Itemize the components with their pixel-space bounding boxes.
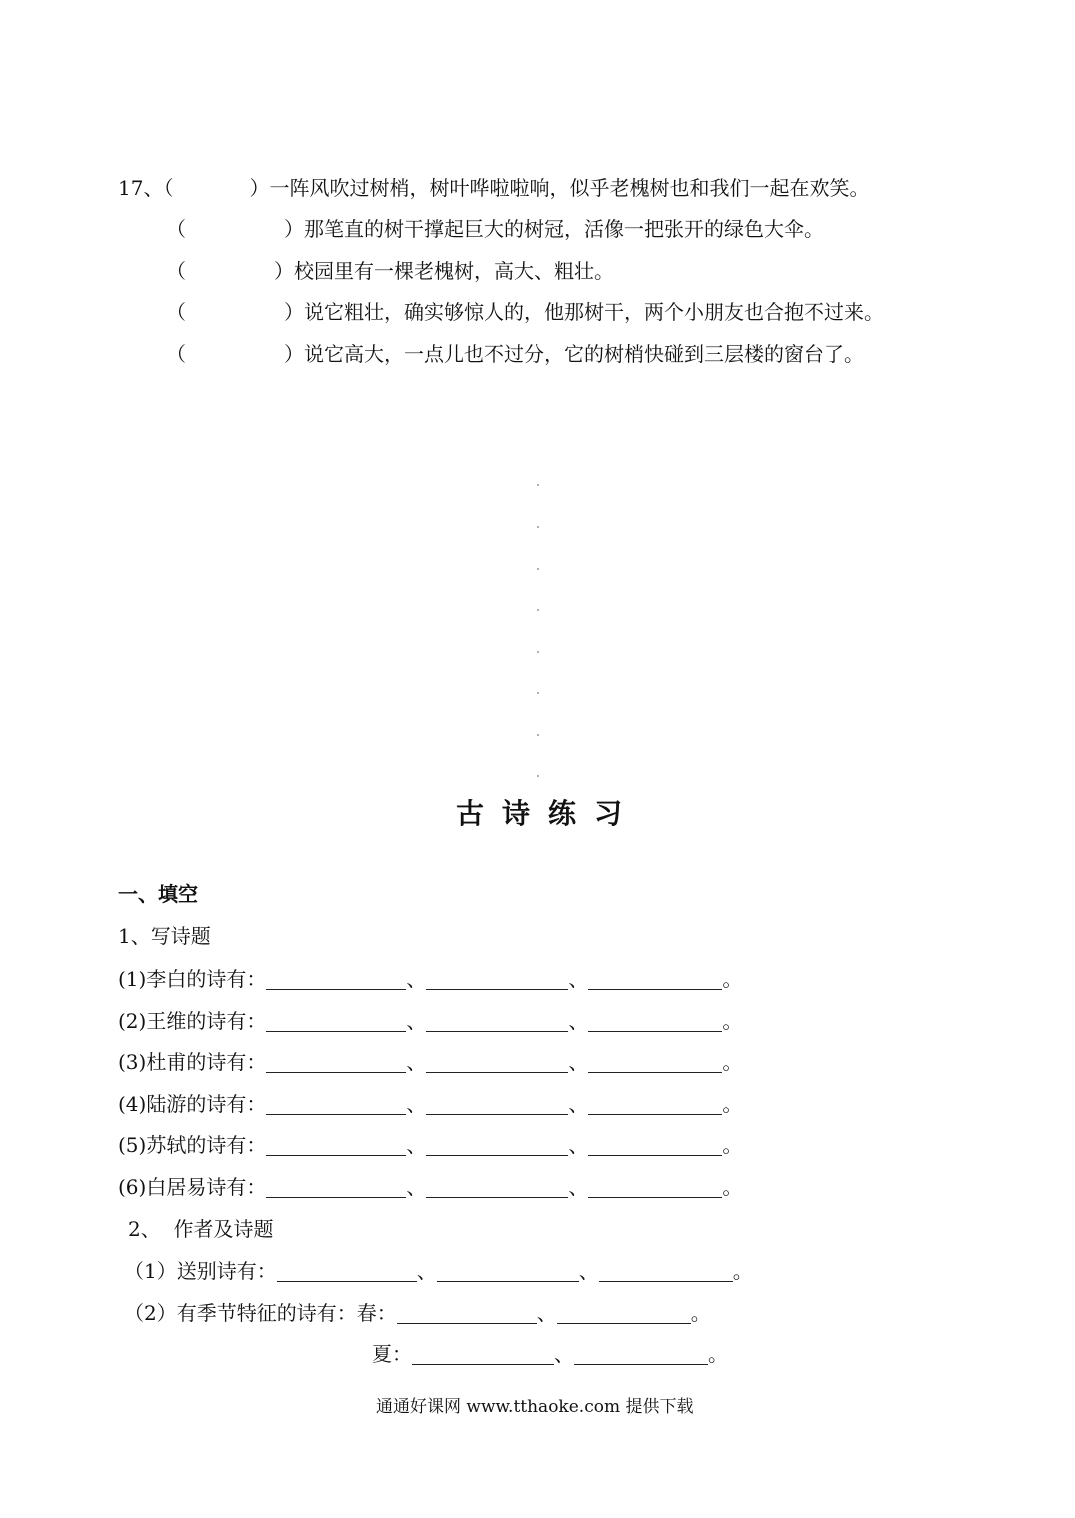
paren-close: ） — [284, 342, 304, 366]
farewell-label: （1）送别诗有： — [124, 1259, 277, 1283]
answer-blank[interactable] — [426, 1052, 568, 1073]
paren-close: ） — [284, 300, 304, 324]
answer-blank[interactable] — [266, 1094, 406, 1115]
separator: 、 — [406, 1133, 427, 1157]
answer-blank[interactable] — [266, 969, 406, 990]
poet-row — [118, 966, 742, 992]
part-heading: 一、填空 — [118, 882, 198, 906]
season-row — [124, 1300, 711, 1326]
poet-label: (2)王维的诗有： — [118, 1009, 267, 1033]
sentence-text: 校园里有一棵老槐树，高大、粗壮。 — [294, 259, 614, 283]
sentence-text: 说它粗壮，确实够惊人的，他那树干，两个小朋友也合抱不过来。 — [304, 300, 884, 324]
separator: 、 — [568, 1050, 589, 1074]
separator: 、 — [406, 1092, 427, 1116]
period: 。 — [732, 1259, 753, 1283]
separator: 、 — [554, 1342, 574, 1366]
q17-line-5 — [166, 341, 864, 367]
divider-dot — [537, 526, 539, 528]
answer-blank[interactable] — [266, 1177, 406, 1198]
separator: 、 — [536, 1301, 557, 1325]
q17-line-3 — [166, 258, 614, 284]
poet-row — [118, 1174, 742, 1200]
period: 。 — [722, 1133, 743, 1157]
separator: 、 — [578, 1259, 599, 1283]
poet-row — [118, 1091, 742, 1117]
summer-row — [372, 1341, 728, 1367]
section-title: 古诗练习 — [456, 797, 641, 830]
answer-blank[interactable] — [426, 969, 568, 990]
sentence-text: 一阵风吹过树梢，树叶哗啦啦响，似乎老槐树也和我们一起在欢笑。 — [269, 176, 870, 200]
poet-label: (3)杜甫的诗有： — [118, 1050, 267, 1074]
answer-blank[interactable] — [588, 969, 722, 990]
paren-open: （ — [163, 176, 174, 200]
separator: 、 — [568, 1092, 589, 1116]
answer-blank[interactable] — [266, 1135, 406, 1156]
period: 。 — [722, 1175, 743, 1199]
poet-row — [118, 1132, 742, 1158]
answer-blank[interactable] — [266, 1052, 406, 1073]
paren-close: ） — [284, 217, 304, 241]
paren-close: ） — [274, 259, 294, 283]
period: 。 — [722, 967, 743, 991]
divider-dot — [537, 568, 539, 570]
divider-dot — [537, 775, 539, 777]
farewell-row — [124, 1258, 753, 1284]
answer-blank[interactable] — [397, 1303, 537, 1324]
answer-blank[interactable] — [588, 1177, 722, 1198]
period: 。 — [708, 1342, 728, 1366]
answer-blank[interactable] — [437, 1261, 579, 1282]
q17-number: 17、 — [118, 176, 164, 200]
answer-blank[interactable] — [588, 1135, 722, 1156]
separator: 、 — [406, 1175, 427, 1199]
period: 。 — [722, 1092, 743, 1116]
separator: 、 — [406, 1009, 427, 1033]
period: 。 — [690, 1301, 711, 1325]
poet-row — [118, 1008, 742, 1034]
summer-label: 夏： — [372, 1342, 412, 1366]
divider-dot — [537, 609, 539, 611]
answer-blank[interactable] — [557, 1303, 691, 1324]
separator: 、 — [406, 1050, 427, 1074]
answer-blank[interactable] — [426, 1177, 568, 1198]
q17-line-1 — [118, 175, 869, 201]
answer-blank[interactable] — [574, 1344, 708, 1365]
footer-text: 通通好课网 www.tthaoke.com 提供下载 — [376, 1397, 694, 1417]
divider-dot — [537, 484, 539, 486]
sentence-text: 说它高大，一点儿也不过分，它的树梢快碰到三层楼的窗台了。 — [304, 342, 864, 366]
separator: 、 — [568, 1175, 589, 1199]
answer-blank[interactable] — [426, 1011, 568, 1032]
answer-blank[interactable] — [426, 1135, 568, 1156]
poet-row — [118, 1049, 742, 1075]
answer-blank[interactable] — [266, 1011, 406, 1032]
answer-blank[interactable] — [588, 1094, 722, 1115]
separator: 、 — [406, 967, 427, 991]
separator: 、 — [568, 1133, 589, 1157]
answer-blank[interactable] — [277, 1261, 417, 1282]
paren-close: ） — [249, 176, 270, 200]
sentence-text: 那笔直的树干撑起巨大的树冠，活像一把张开的绿色大伞。 — [304, 217, 824, 241]
q17-line-2 — [166, 216, 824, 242]
answer-blank[interactable] — [426, 1094, 568, 1115]
poet-label: (1)李白的诗有： — [118, 967, 267, 991]
sub-heading-2: 2、 作者及诗题 — [128, 1217, 274, 1241]
period: 。 — [722, 1050, 743, 1074]
separator: 、 — [416, 1259, 437, 1283]
poet-label: (4)陆游的诗有： — [118, 1092, 267, 1116]
season-label: （2）有季节特征的诗有：春： — [124, 1301, 397, 1325]
paren-open: （ — [166, 217, 186, 241]
separator: 、 — [568, 1009, 589, 1033]
divider-dot — [537, 734, 539, 736]
answer-blank[interactable] — [599, 1261, 733, 1282]
answer-blank[interactable] — [588, 1052, 722, 1073]
poet-label: (6)白居易诗有： — [118, 1175, 267, 1199]
paren-open: （ — [166, 342, 186, 366]
separator: 、 — [568, 967, 589, 991]
paren-open: （ — [166, 259, 186, 283]
q17-line-4 — [166, 299, 884, 325]
period: 。 — [722, 1009, 743, 1033]
paren-open: （ — [166, 300, 186, 324]
answer-blank[interactable] — [588, 1011, 722, 1032]
divider-dot — [537, 651, 539, 653]
poet-label: (5)苏轼的诗有： — [118, 1133, 267, 1157]
answer-blank[interactable] — [412, 1344, 554, 1365]
divider-dot — [537, 692, 539, 694]
sub-heading-1: 1、写诗题 — [118, 924, 211, 948]
